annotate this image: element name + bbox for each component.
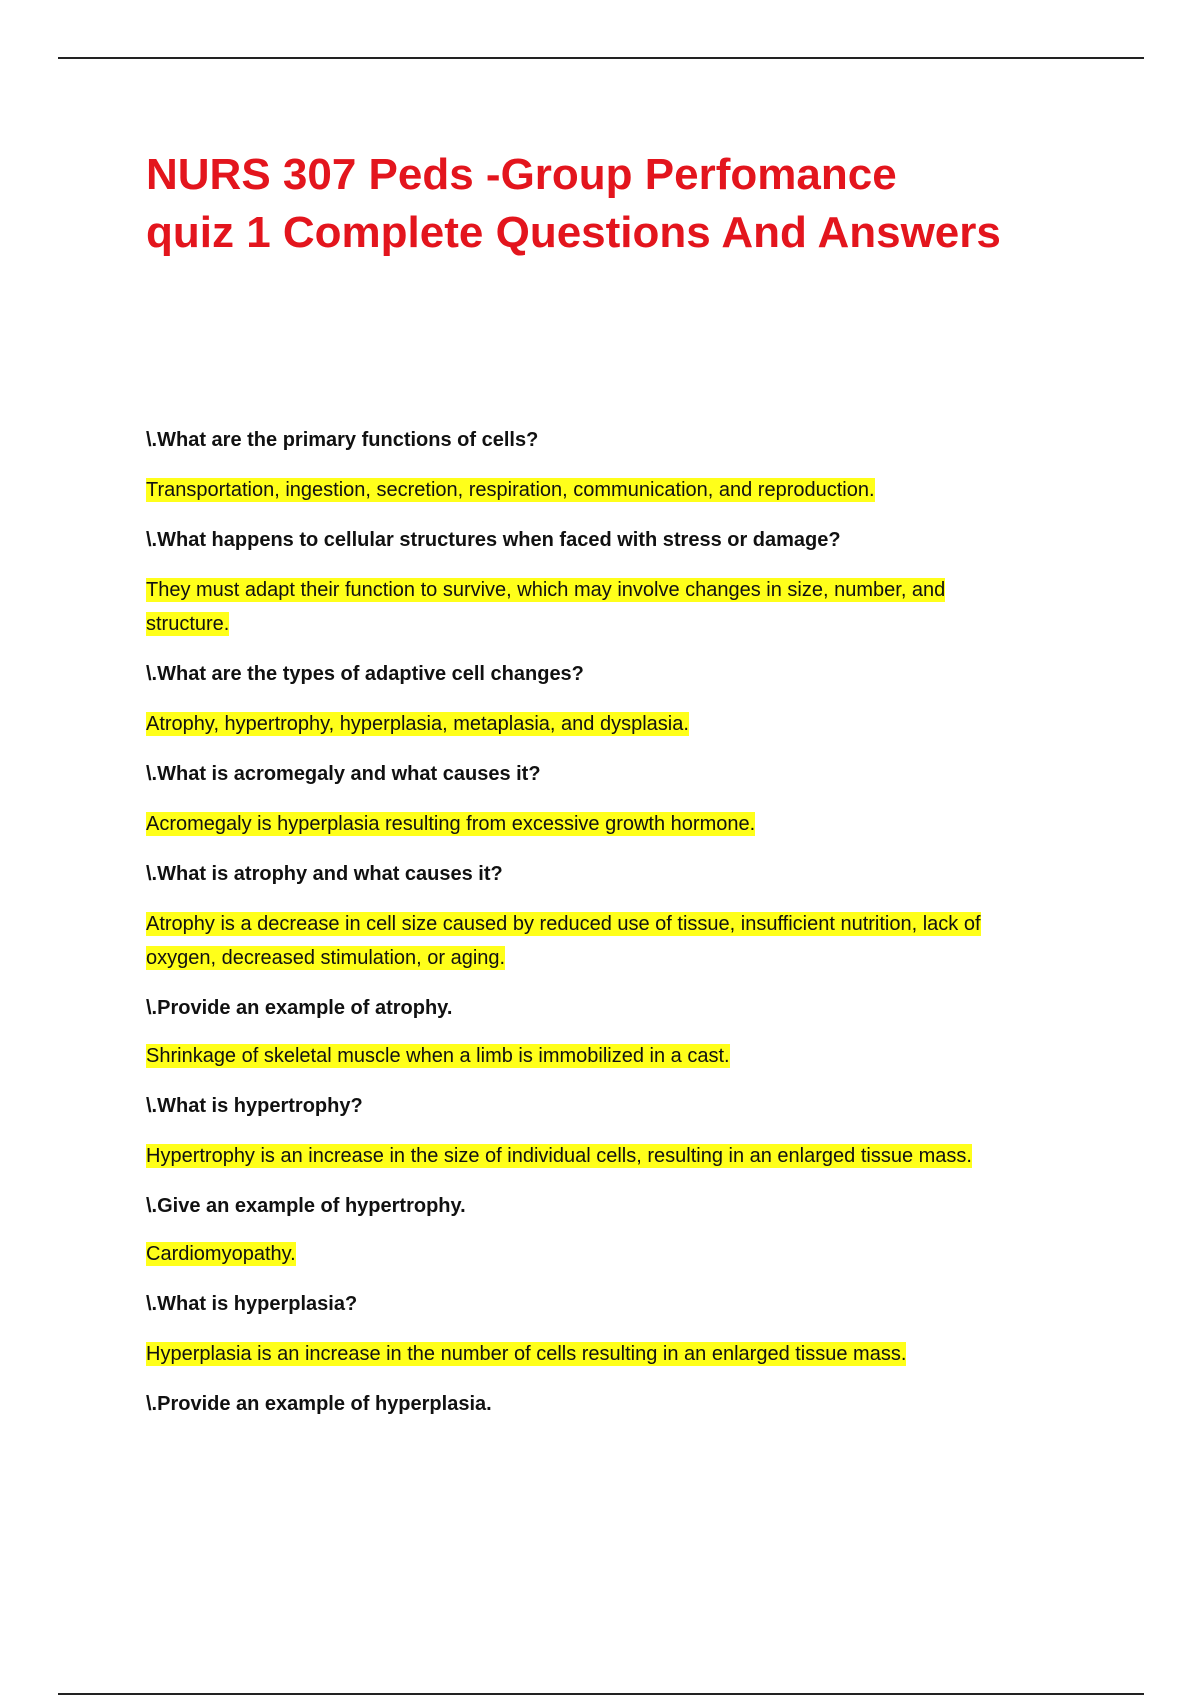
answer-1-text: Transportation, ingestion, secretion, respiration, communication, and reproduction. (146, 479, 875, 501)
question-3: \.What are the types of adaptive cell changes? (146, 663, 584, 685)
answer-3-text: Atrophy, hypertrophy, hyperplasia, metaplasia, and dysplasia. (146, 713, 689, 735)
question-1: \.What are the primary functions of cells? (146, 429, 539, 451)
title-line-1: NURS 307 Peds -Group Perfomance (146, 150, 897, 199)
answer-3 (146, 707, 1076, 741)
question-6: \.Provide an example of atrophy. (146, 997, 453, 1019)
answer-2 (146, 573, 1076, 641)
answer-9 (146, 1337, 1076, 1371)
header-rule (58, 57, 1144, 59)
document-title (146, 146, 1146, 262)
answer-8-text: Cardiomyopathy. (146, 1243, 296, 1265)
question-2: \.What happens to cellular structures when faced with stress or damage? (146, 529, 841, 551)
qa-list (146, 423, 1076, 1421)
question-5: \.What is atrophy and what causes it? (146, 863, 503, 885)
answer-4-text: Acromegaly is hyperplasia resulting from excessive growth hormone. (146, 813, 756, 835)
answer-5-line-2: oxygen, decreased stimulation, or aging. (146, 947, 506, 969)
answer-7-text: Hypertrophy is an increase in the size of individual cells, resulting in an enlarged tissue mass. (146, 1145, 972, 1167)
answer-6 (146, 1039, 1076, 1073)
answer-6-text: Shrinkage of skeletal muscle when a limb is immobilized in a cast. (146, 1045, 730, 1067)
question-9: \.What is hyperplasia? (146, 1293, 358, 1315)
footer-rule (58, 1693, 1144, 1695)
answer-7 (146, 1139, 1076, 1173)
answer-5 (146, 907, 1076, 975)
question-7: \.What is hypertrophy? (146, 1095, 363, 1117)
answer-9-text: Hyperplasia is an increase in the number of cells resulting in an enlarged tissue mass. (146, 1343, 907, 1365)
answer-4 (146, 807, 1076, 841)
question-8: \.Give an example of hypertrophy. (146, 1195, 466, 1217)
title-line-2: quiz 1 Complete Questions And Answers (146, 208, 1001, 257)
answer-2-line-2: structure. (146, 613, 230, 635)
answer-2-line-1: They must adapt their function to survive, which may involve changes in size, number, and (146, 579, 946, 601)
question-4: \.What is acromegaly and what causes it? (146, 763, 541, 785)
question-10: \.Provide an example of hyperplasia. (146, 1393, 492, 1415)
answer-8 (146, 1237, 1076, 1271)
answer-1 (146, 473, 1076, 507)
answer-5-line-1: Atrophy is a decrease in cell size caused by reduced use of tissue, insufficient nutrition, lack of (146, 913, 981, 935)
